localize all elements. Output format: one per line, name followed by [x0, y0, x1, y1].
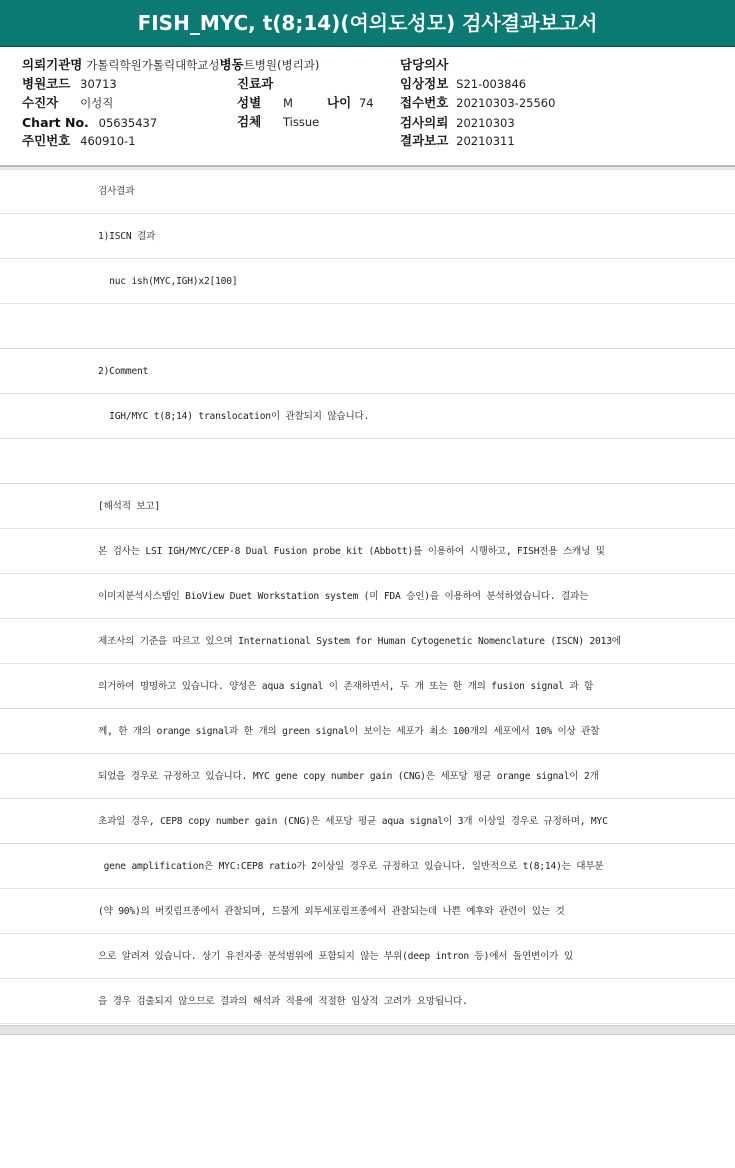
specimen-row [237, 112, 319, 131]
result-line [0, 665, 735, 709]
department-label: 진료과 [237, 76, 274, 91]
patient-row [22, 93, 113, 112]
attending-row [400, 55, 448, 74]
attending-label: 담당의사 [400, 57, 449, 72]
age-label: 나이 [327, 95, 352, 110]
result-line [0, 440, 735, 484]
result-line-text: 제조사의 기준을 따르고 있으며 International System for Human Cytogenetic Nomenclature (ISCN) 2013에 [98, 636, 621, 647]
chart-no-row [22, 113, 157, 132]
result-line [0, 215, 735, 259]
result-report-value: 20210311 [456, 134, 515, 148]
result-line [0, 260, 735, 304]
result-line-text: 본 검사는 LSI IGH/MYC/CEP-8 Dual Fusion probe kit (Abbott)를 이용하여 시행하고, FISH전용 스캐닝 및 [98, 546, 605, 557]
result-line [0, 755, 735, 799]
result-line [0, 890, 735, 934]
age-row [327, 93, 374, 112]
result-line [0, 530, 735, 574]
sex-row [237, 93, 293, 112]
receipt-no-value: 20210303-25560 [456, 96, 556, 110]
hospital-code-label: 병원코드 [22, 76, 71, 91]
ward-label: 병동 [219, 57, 244, 72]
resident-no-value: 460910-1 [80, 134, 136, 148]
result-line-text: 2)Comment [98, 366, 149, 377]
result-line [0, 575, 735, 619]
result-line [0, 935, 735, 979]
result-line [0, 620, 735, 664]
clinical-info-label: 임상정보 [400, 76, 449, 91]
test-request-label: 검사의뢰 [400, 115, 449, 130]
result-line [0, 395, 735, 439]
result-line-text: 의거하여 명명하고 있습니다. 양성은 aqua signal 이 존재하면서, 두 개 또는 한 개의 fusion signal 과 함 [98, 681, 594, 692]
age-value: 74 [358, 96, 374, 110]
result-line [0, 485, 735, 529]
result-report-row [400, 131, 515, 150]
report-title-bar [0, 0, 735, 47]
sex-label: 성별 [237, 95, 262, 110]
receipt-no-row [400, 93, 555, 112]
resident-no-label: 주민번호 [22, 133, 71, 148]
result-line [0, 305, 735, 349]
clinical-info-row [400, 74, 526, 93]
report-title: FISH_MYC, t(8;14)(여의도성모) 검사결과보고서 [137, 11, 598, 35]
chart-no-value: 05635437 [98, 116, 158, 130]
requesting-org-value: 가톨릭학원가톨릭대학교성 [86, 58, 220, 72]
resident-no-row [22, 131, 136, 150]
patient-info-panel [0, 47, 735, 167]
department-row [237, 74, 273, 93]
hospital-code-value: 30713 [80, 77, 117, 91]
receipt-no-label: 접수번호 [400, 95, 449, 110]
result-line [0, 800, 735, 844]
result-line-text: 이미지분석시스템인 BioView Duet Workstation system (미 FDA 승인)을 이용하여 분석하였습니다. 결과는 [98, 591, 589, 602]
result-line-text: 께, 한 개의 orange signal과 한 개의 green signal이 보이는 세포가 최소 100개의 세포에서 10% 이상 관찰 [98, 726, 600, 737]
specimen-label: 검체 [237, 114, 262, 129]
result-report-label: 결과보고 [400, 133, 449, 148]
result-line-text: 초과일 경우, CEP8 copy number gain (CNG)은 세포당 평균 aqua signal이 3개 이상일 경우로 규정하며, MYC [98, 816, 608, 827]
ward-value: 트병원(병리과) [243, 58, 320, 72]
result-line-text: IGH/MYC t(8;14) translocation이 관찰되지 않습니다. [98, 411, 370, 422]
clinical-info-value: S21-003846 [456, 77, 527, 91]
result-line-text: [해석적 보고] [98, 501, 161, 512]
report-end-divider [0, 1025, 735, 1035]
result-line [0, 710, 735, 754]
requesting-org-row [22, 55, 319, 74]
result-line-text: (약 90%)의 버킷림프종에서 관찰되며, 드물게 외투세포림프종에서 관찰되는데 나쁜 예후와 관련이 있는 것 [98, 906, 565, 917]
patient-label: 수진자 [22, 95, 59, 110]
specimen-value: Tissue [282, 115, 320, 129]
result-line-text: 검사결과 [98, 186, 135, 197]
chart-no-label: Chart No. [22, 115, 89, 130]
result-body [0, 170, 735, 1020]
result-line-text: 되었을 경우로 규정하고 있습니다. MYC gene copy number gain (CNG)은 세포당 평균 orange signal이 2개 [98, 771, 599, 782]
result-line-text: 을 경우 검출되지 않으므로 결과의 해석과 적용에 적절한 임상적 고려가 요망됩니다. [98, 996, 468, 1007]
result-line-text: nuc ish(MYC,IGH)x2[100] [98, 276, 238, 287]
result-line [0, 170, 735, 214]
result-line [0, 845, 735, 889]
patient-value: 이성직 [80, 96, 114, 110]
sex-value: M [282, 96, 293, 110]
result-line [0, 350, 735, 394]
result-line-text: gene amplification은 MYC:CEP8 ratio가 2이상일 경우로 규정하고 있습니다. 일반적으로 t(8;14)는 대부분 [98, 861, 604, 872]
test-request-row [400, 113, 515, 132]
requesting-org-label: 의뢰기관명 [22, 57, 83, 72]
result-line [0, 980, 735, 1024]
result-line-text: 으로 알려져 있습니다. 상기 유전자중 분석범위에 포함되지 않는 부위(deep intron 등)에서 돌연변이가 있 [98, 951, 573, 962]
result-line-text: 1)ISCN 결과 [98, 231, 156, 242]
hospital-code-row [22, 74, 117, 93]
test-request-value: 20210303 [456, 116, 515, 130]
